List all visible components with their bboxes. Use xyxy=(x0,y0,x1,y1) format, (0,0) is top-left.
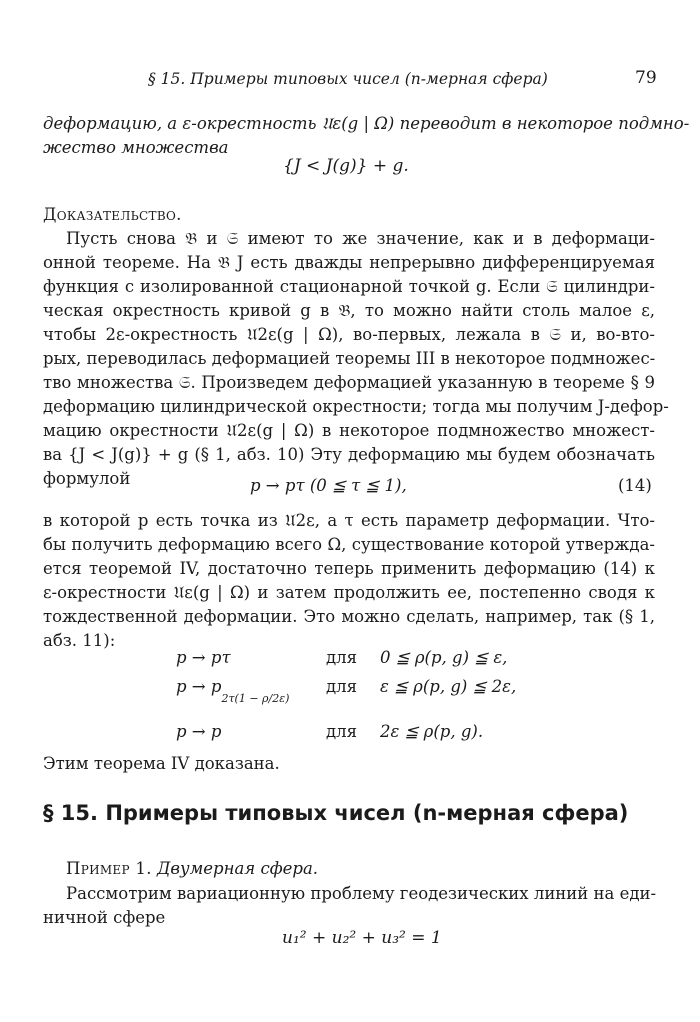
text-line: бы получить деформацию всего Ω, существование которой утвержда- xyxy=(43,535,655,554)
running-header: § 15. Примеры типовых чисел (n-мерная сфера) xyxy=(148,70,548,88)
proof-line: Пусть снова 𝔅 и 𝔖 имеют то же значение, как и в деформаци- xyxy=(66,229,655,248)
case-condition: ε ≦ ρ(p, g) ≦ 2ε, xyxy=(380,677,517,696)
text-line: тождественной деформации. Это можно сделать, например, так (§ 1, xyxy=(43,607,655,626)
example-heading xyxy=(66,857,655,881)
case-map: p → p xyxy=(176,722,222,741)
text-line: абз. 11): xyxy=(43,631,116,650)
example-line: ничной сфере xyxy=(43,908,166,927)
case-map-subscript: 2τ(1 − ρ/2ε) xyxy=(221,692,290,705)
proof-line: рых, переводилась деформацией теоремы III в некоторое подмножес- xyxy=(43,349,656,368)
case-map-base: p → p xyxy=(176,677,222,696)
proof-line: мацию окрестности 𝔘2ε(g | Ω) в некоторое подмножество множест- xyxy=(43,421,655,440)
example-line: Рассмотрим вариационную проблему геодезических линий на еди- xyxy=(66,884,657,903)
equation-number: (14) xyxy=(618,476,652,495)
text-line: ε-окрестности 𝔘ε(g | Ω) и затем продолжить ее, постепенно сводя к xyxy=(43,583,655,602)
text-line: ется теоремой IV, достаточно теперь применить деформацию (14) к xyxy=(43,559,655,578)
proof-line: ческая окрестность кривой g в 𝔅, то можно найти столь малое ε, xyxy=(43,301,655,320)
case-condition: 2ε ≦ ρ(p, g). xyxy=(380,722,484,741)
example-label: Пример 1. xyxy=(66,859,152,878)
equation-14: p → pτ (0 ≦ τ ≦ 1), xyxy=(250,476,407,495)
intro-line: жество множества xyxy=(43,138,229,157)
proof-line: ва {J < J(g)} + g (§ 1, абз. 10) Эту деформацию мы будем обозначать xyxy=(43,445,655,464)
example-title: Двумерная сфера. xyxy=(157,859,319,878)
case-word: для xyxy=(326,722,358,741)
text-line: в которой p есть точка из 𝔘2ε, а τ есть параметр деформации. Что- xyxy=(43,511,655,530)
section-heading: § 15. Примеры типовых чисел (n-мерная сфера) xyxy=(43,801,629,825)
intro-line: деформацию, а ε-окрестность 𝔘ε(g | Ω) переводит в некоторое подмно- xyxy=(43,114,690,133)
equation-sphere: u₁² + u₂² + u₃² = 1 xyxy=(282,928,442,948)
case-word: для xyxy=(326,648,358,667)
proof-line: чтобы 2ε-окрестность 𝔘2ε(g | Ω), во-первых, лежала в 𝔖 и, во-вто- xyxy=(43,325,655,344)
proof-line: функция с изолированной стационарной точкой g. Если 𝔖 цилиндри- xyxy=(43,277,655,296)
qed-line: Этим теорема IV доказана. xyxy=(43,754,280,773)
case-map: p → pτ xyxy=(176,648,231,667)
case-word: для xyxy=(326,677,358,696)
proof-line: тво множества 𝔖. Произведем деформацией указанную в теореме § 9 xyxy=(43,373,655,392)
proof-line: формулой xyxy=(43,469,131,488)
proof-label: Доказательство. xyxy=(43,205,182,224)
page-number: 79 xyxy=(635,68,657,88)
case-condition: 0 ≦ ρ(p, g) ≦ ε, xyxy=(380,648,508,667)
equation-top: {J < J(g)} + g. xyxy=(283,156,409,176)
proof-line: деформацию цилиндрической окрестности; тогда мы получим J-дефор- xyxy=(43,397,669,416)
proof-line: онной теореме. На 𝔅 J есть дважды непрерывно дифференцируемая xyxy=(43,253,655,272)
